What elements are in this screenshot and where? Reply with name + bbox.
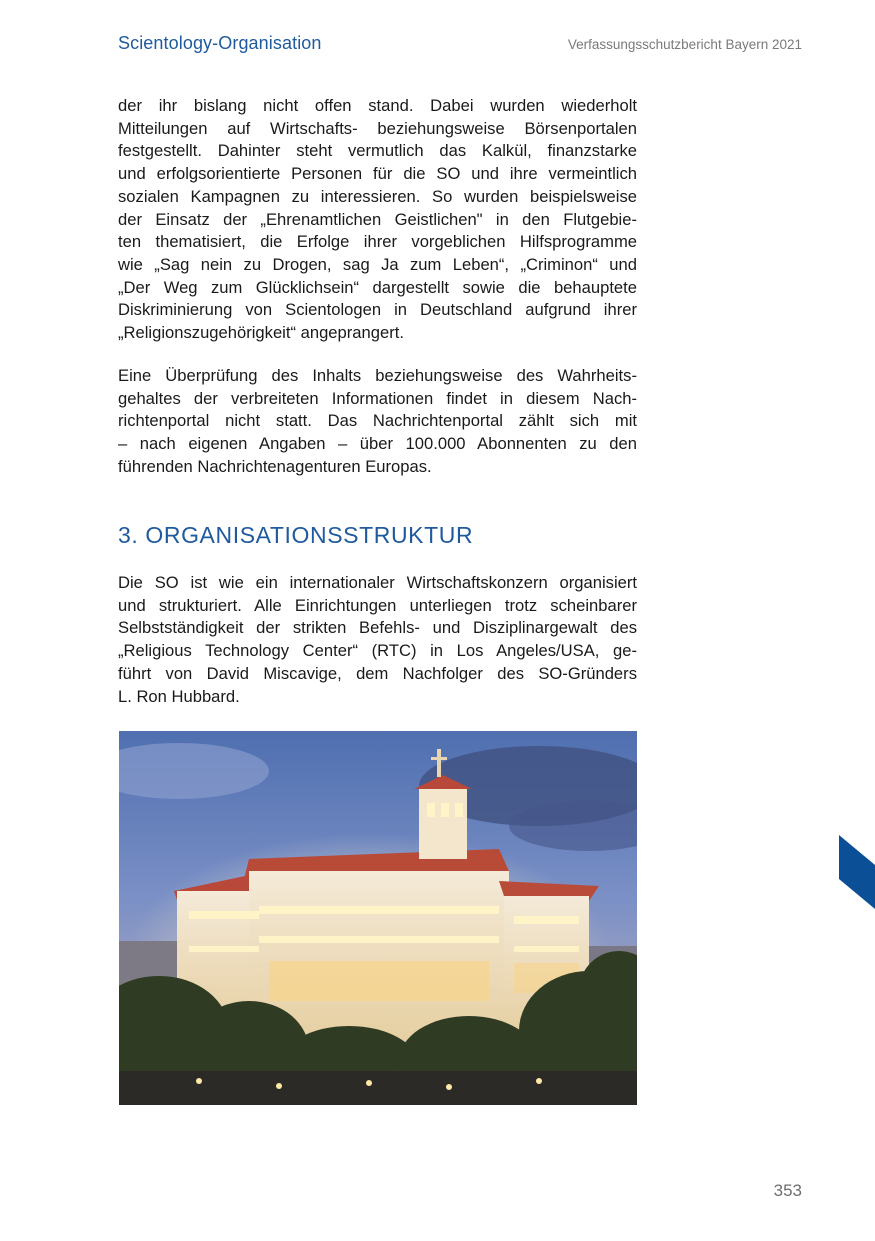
- text-line: sozialen Kampagnen zu interessieren. So wurden beispielsweise: [118, 186, 637, 206]
- building-illustration: [119, 731, 637, 1105]
- text-line: und erfolgsorientierte Personen für die SO und ihre vermeintlich: [118, 164, 637, 184]
- text-line: der Einsatz der „Ehrenamtlichen Geistlichen" in den Flutgebie-: [118, 209, 637, 229]
- text-line: wie „Sag nein zu Drogen, sag Ja zum Leben“, „Criminon“ und: [118, 254, 637, 274]
- text-line: Diskriminierung von Scientologen in Deutschland aufgrund ihrer: [118, 300, 637, 320]
- text-line: Die SO ist wie ein internationaler Wirtschaftskonzern organisiert: [118, 573, 637, 592]
- text-line: „Religious Technology Center“ (RTC) in Los Angeles/USA, ge-: [118, 641, 637, 661]
- text-line: festgestellt. Dahinter steht vermutlich das Kalkül, finanzstarke: [118, 141, 637, 161]
- text-line: richtenportal nicht statt. Das Nachrichtenportal zählt sich mit: [118, 411, 637, 431]
- text-line: führt von David Miscavige, dem Nachfolger des SO-Gründers: [118, 663, 637, 683]
- page-number: 353: [773, 1181, 802, 1200]
- text-line: der ihr bislang nicht offen stand. Dabei wurden wiederholt: [118, 96, 637, 115]
- text-line: Eine Überprüfung des Inhalts beziehungsweise des Wahrheits-: [118, 366, 637, 385]
- text-line: führenden Nachrichtenagenturen Europas.: [118, 456, 432, 476]
- text-line: „Religionszugehörigkeit“ angeprangert.: [118, 323, 404, 343]
- paragraph-1: [118, 95, 637, 345]
- text-line: L. Ron Hubbard.: [118, 686, 240, 706]
- text-line: Selbstständigkeit der strikten Befehls- und Disziplinargewalt des: [118, 618, 637, 638]
- building-photo: [119, 731, 637, 1105]
- text-line: – nach eigenen Angaben – über 100.000 Abonnenten zu den: [118, 434, 637, 454]
- running-header-publication: Verfassungsschutzbericht Bayern 2021: [567, 37, 802, 52]
- section-heading: 3. ORGANISATIONSSTRUKTUR: [118, 522, 474, 548]
- text-line: ten thematisiert, die Erfolge ihrer vorgeblichen Hilfsprogramme: [118, 232, 637, 252]
- text-line: „Der Weg zum Glücklichsein“ dargestellt sowie die behauptete: [118, 277, 637, 297]
- paragraph-3: [118, 572, 637, 708]
- text-line: Mitteilungen auf Wirtschafts- beziehungsweise Börsenportalen: [118, 118, 637, 138]
- running-header-section: Scientology-Organisation: [118, 33, 322, 53]
- text-line: gehaltes der verbreiteten Informationen findet in diesem Nach-: [118, 388, 637, 408]
- paragraph-2: [118, 365, 637, 479]
- text-line: und strukturiert. Alle Einrichtungen unterliegen trotz scheinbarer: [118, 595, 637, 615]
- chapter-tab-marker: [839, 835, 875, 909]
